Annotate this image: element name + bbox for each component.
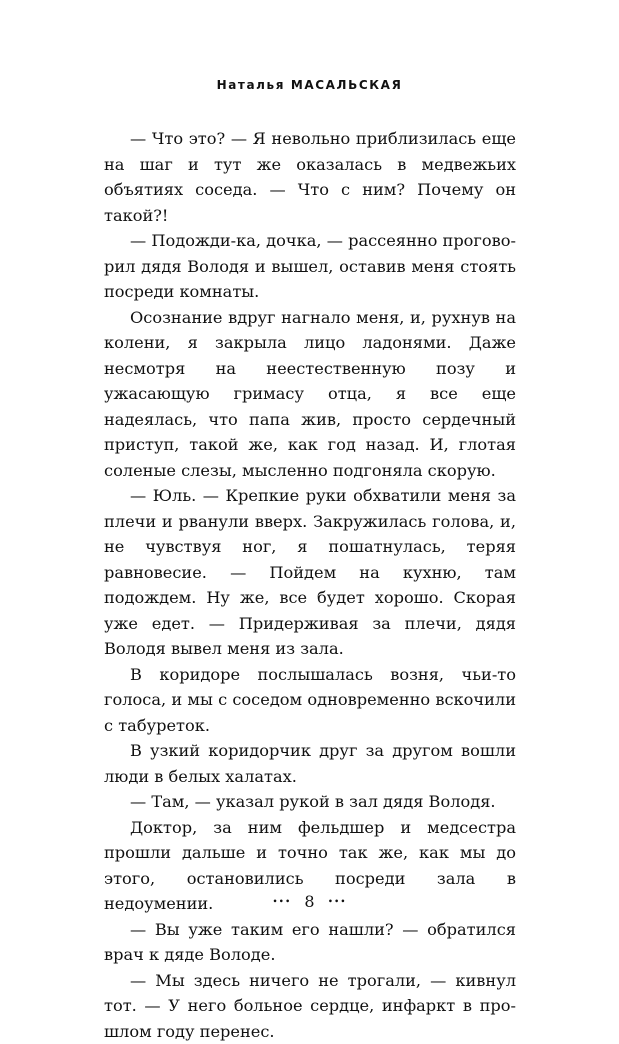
- paragraph: — Там, — указал рукой в зал дядя Володя.: [104, 789, 516, 815]
- paragraph: Доктор, за ним фельдшер и медсестра прошли дальше и точно так же, как мы до этого, остановились посреди зала в недоумении.: [104, 815, 516, 917]
- paragraph: В узкий коридорчик друг за другом вошли люди в белых халатах.: [104, 738, 516, 789]
- paragraph: — Мы здесь ничего не трогали, — кивнул тот. — У него больное сердце, инфаркт в прошлом году перенес.: [104, 968, 516, 1044]
- page-footer: [0, 892, 619, 911]
- paragraph: В коридоре послышалась возня, чьи-то голоса, и мы с соседом одновременно вскочили с табуреток.: [104, 662, 516, 739]
- paragraph: — Что это? — Я невольно приблизилась еще на шаг и тут же оказалась в медвежьих объятиях соседа. — Что с ним? Почему он такой?!: [104, 126, 516, 228]
- paragraph: — Юль. — Крепкие руки обхватили меня за плечи и рванули вверх. Закружилась голова, и, не чувствуя ног, я пошатнулась, теряя равновесие. — Пойдем на кухню, там подождем. Ну же, все будет хорошо. Скорая уже едет. — Придерживая за плечи, дядя Володя вывел меня из зала.: [104, 483, 516, 662]
- paragraph: Осознание вдруг нагнало меня, и, рухнув на колени, я закрыла лицо ладонями. Даже несмотря на неестественную позу и ужасающую гримасу отца, я все еще надеялась, что папа жив, просто сердечный приступ, такой же, как год назад. И, глотая соленые слезы, мысленно подгоняла скорую.: [104, 305, 516, 484]
- paragraph: — Вы уже таким его нашли? — обратился врач к дяде Володе.: [104, 917, 516, 968]
- ornament-dots-right-icon: •••: [328, 898, 347, 908]
- ornament-dots-left-icon: •••: [272, 898, 291, 908]
- running-head: Наталья МАСАЛЬСКАЯ: [0, 78, 619, 92]
- paragraph: — Подожди-ка, дочка, — рассеянно проговорил дядя Володя и вышел, оставив меня стоять посреди комнаты.: [104, 228, 516, 305]
- page-number: 8: [304, 892, 314, 911]
